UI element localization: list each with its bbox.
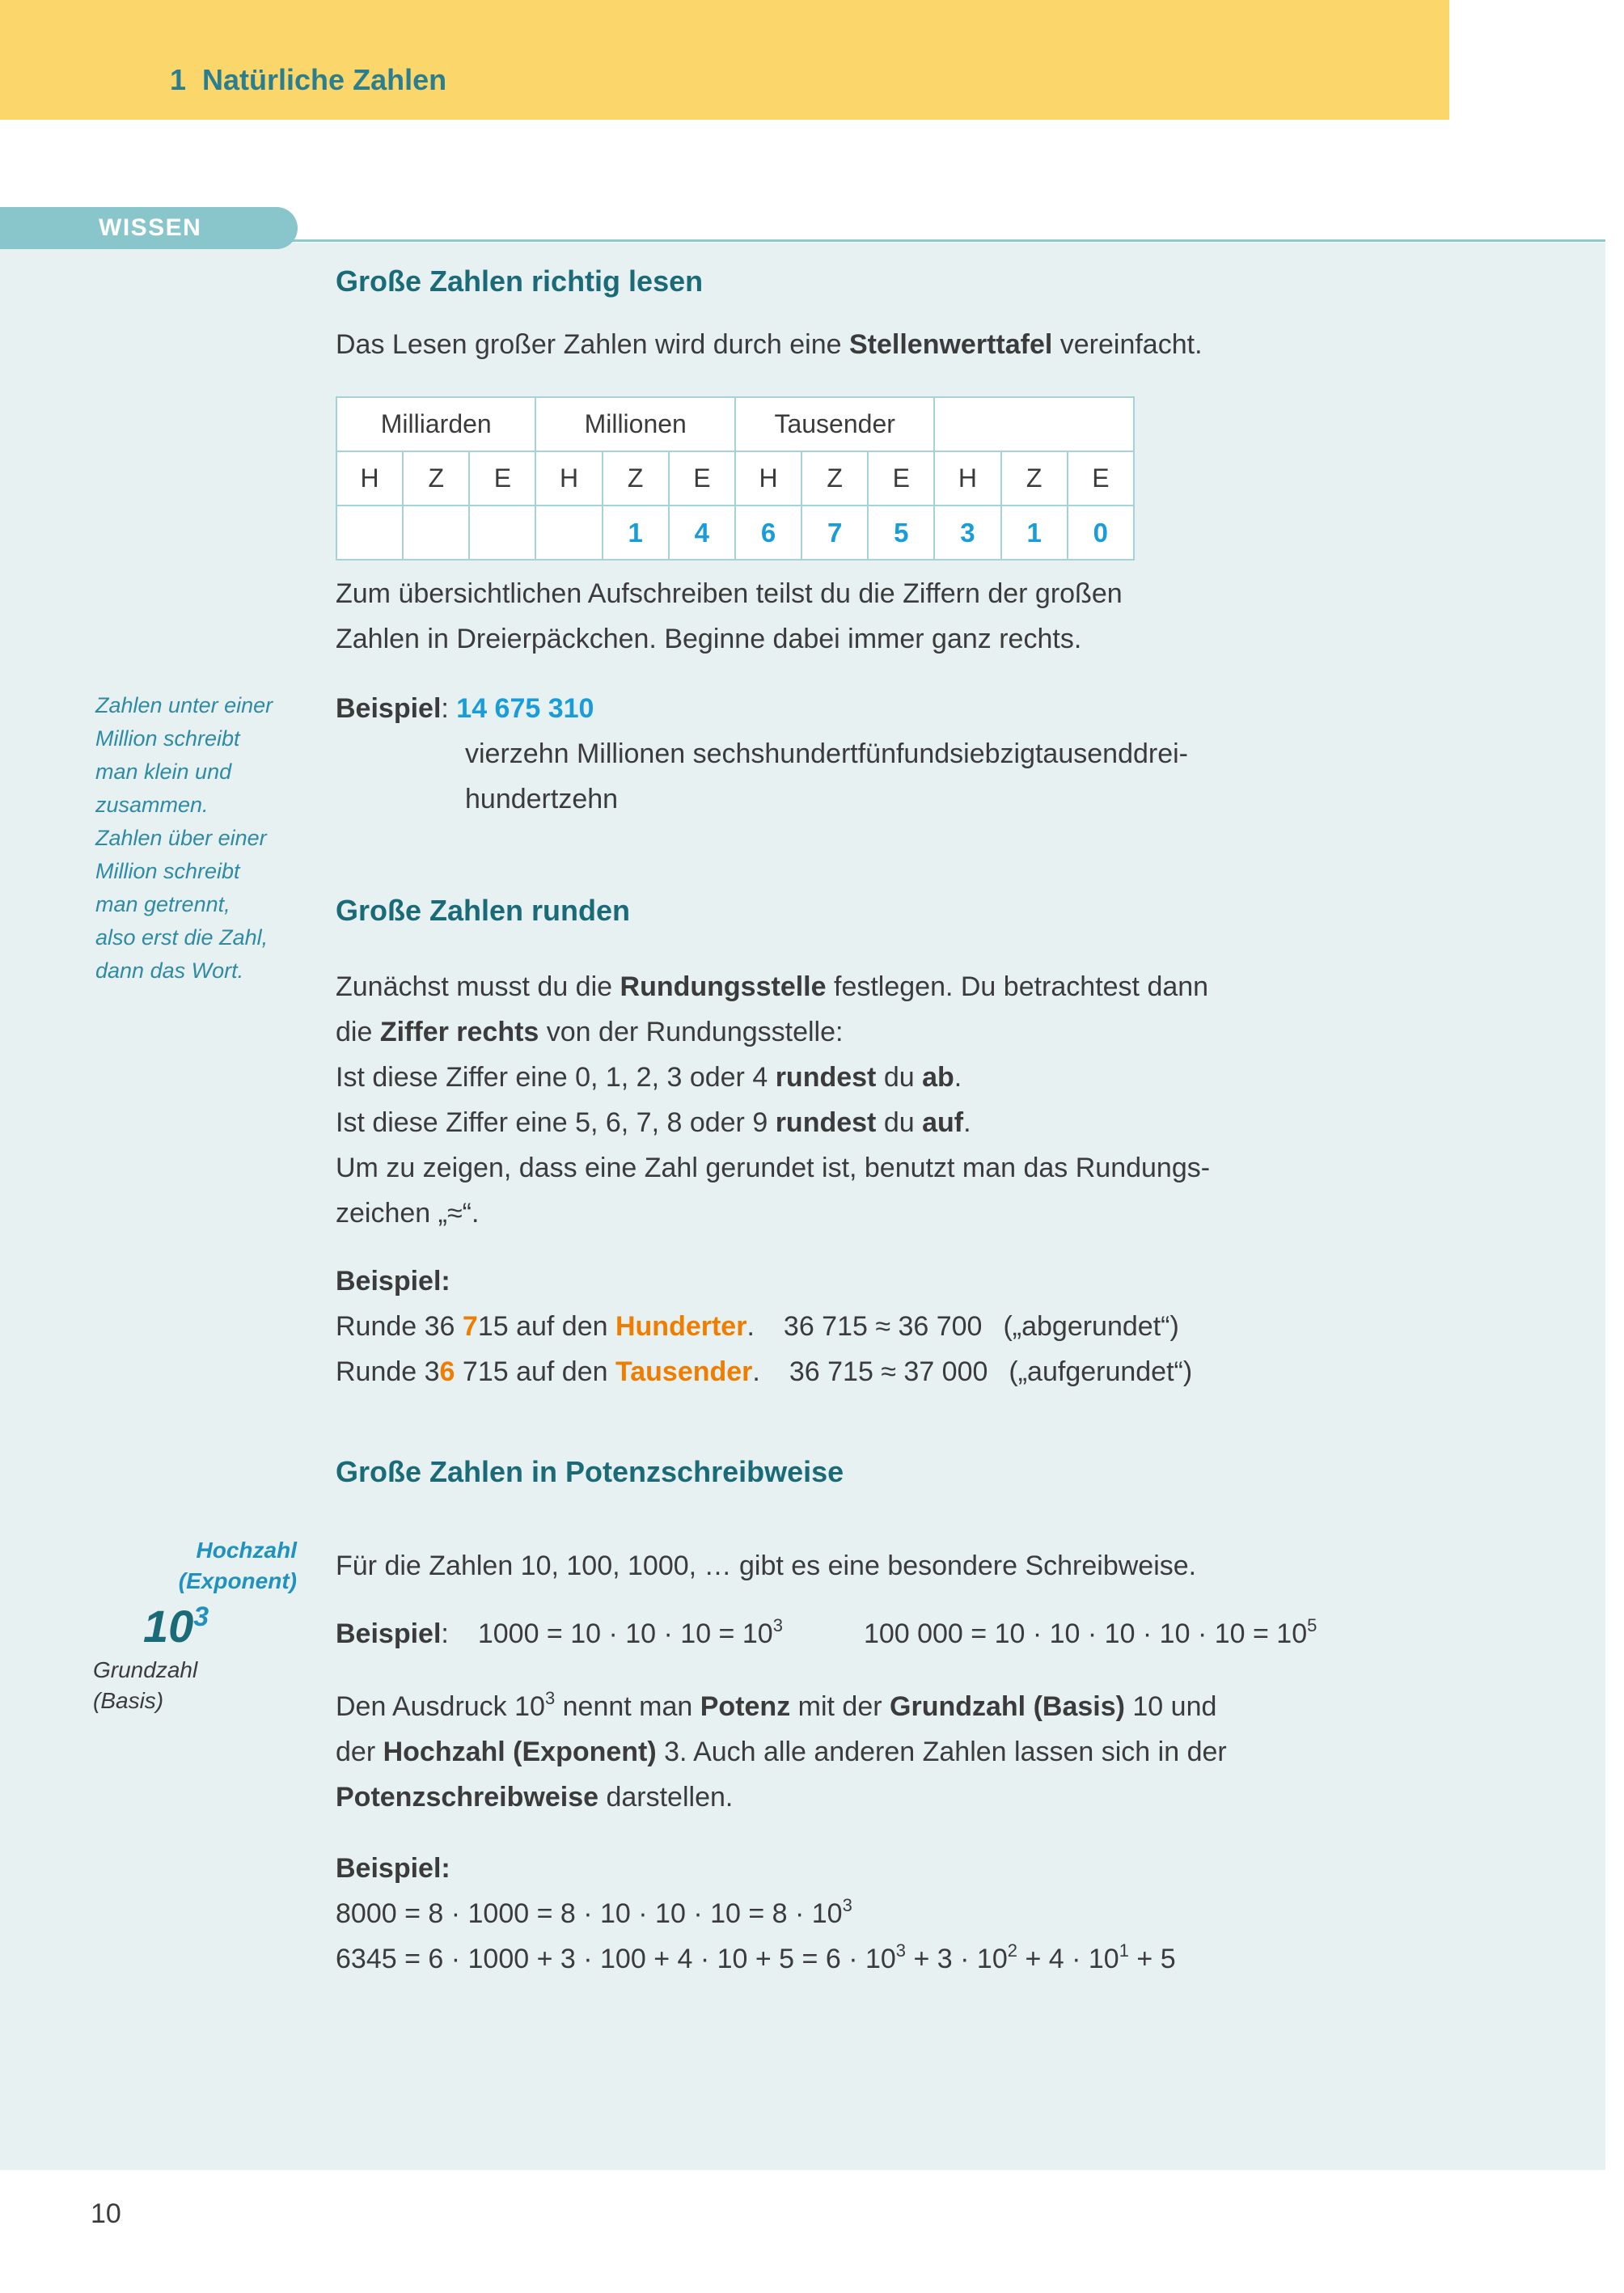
place-cell: E <box>1068 451 1134 506</box>
exponent: 5 <box>1307 1615 1317 1635</box>
margin-note-line: Million schreibt <box>95 726 240 751</box>
place-cell: H <box>735 451 801 506</box>
margin-note-number-words <box>95 689 315 988</box>
digit-cell <box>336 506 403 560</box>
digit-cell: 4 <box>669 506 735 560</box>
text-line <box>336 964 1210 1009</box>
place-cell: Z <box>1001 451 1068 506</box>
text-run: 10 und <box>1124 1691 1217 1722</box>
chapter-title: 1 Natürliche Zahlen <box>170 63 447 96</box>
exponent-callout-label-2: (Exponent) <box>178 1568 297 1593</box>
section-title-powers: Große Zahlen in Potenzschreibweise <box>336 1455 844 1488</box>
digit-cell <box>535 506 602 560</box>
text-run: . <box>746 1311 755 1342</box>
group-cell-milliarden: Milliarden <box>336 397 535 451</box>
text-run-bold: Stellenwerttafel <box>849 329 1053 360</box>
text-line <box>336 1729 1227 1775</box>
text-run: 715 auf den <box>455 1356 615 1387</box>
rounding-example-row <box>336 1304 1192 1349</box>
example-label: Beispiel <box>336 693 442 724</box>
digit-cell: 1 <box>603 506 669 560</box>
margin-note-line: Zahlen unter einer <box>95 693 273 717</box>
margin-note-line: also erst die Zahl, <box>95 925 269 950</box>
digit-cell: 3 <box>934 506 1000 560</box>
text-run-bold: Potenzschreibweise <box>336 1782 599 1813</box>
text-run: Das Lesen großer Zahlen wird durch eine <box>336 329 849 360</box>
rounding-result: 36 715 ≈ 36 700 <box>783 1311 983 1342</box>
text-run: : <box>441 693 457 724</box>
place-cell: H <box>934 451 1000 506</box>
wissen-badge <box>0 207 298 249</box>
text-line <box>336 1009 1210 1055</box>
text-run-bold: rundest <box>775 1062 877 1093</box>
text-line: Zahlen in Dreierpäckchen. Beginne dabei immer ganz rechts. <box>336 624 1082 654</box>
power-ten-cubed <box>143 1601 297 1652</box>
text-run-bold: ab <box>922 1062 954 1093</box>
table-place-row <box>336 451 1134 506</box>
example-number: 14 675 310 <box>456 693 594 724</box>
table-group-row <box>336 397 1134 451</box>
margin-note-line: man getrennt, <box>95 892 230 916</box>
text-run-bold: rundest <box>775 1107 877 1138</box>
page-number: 10 <box>91 2198 121 2229</box>
reading-tip <box>336 571 1123 662</box>
text-run: + 5 <box>1128 1944 1176 1974</box>
number-in-words-line: hundertzehn <box>465 784 619 814</box>
exponent-callout-label: Hochzahl <box>196 1538 297 1563</box>
text-run-bold: Ziffer rechts <box>379 1017 539 1047</box>
text-run: vereinfacht. <box>1052 329 1203 360</box>
text-run: festlegen. Du betrachtest dann <box>826 971 1209 1002</box>
text-run: du <box>876 1062 923 1093</box>
wissen-badge-label: WISSEN <box>99 214 202 241</box>
margin-note-line: dann das Wort. <box>95 958 244 983</box>
text-run: darstellen. <box>598 1782 734 1813</box>
rounding-remark: („aufgerundet“) <box>1009 1356 1193 1387</box>
text-line <box>336 1775 1227 1820</box>
text-run: Ist diese Ziffer eine 5, 6, 7, 8 oder 9 <box>336 1107 776 1138</box>
exponent: 3 <box>842 1895 852 1915</box>
section-title-reading: Große Zahlen richtig lesen <box>336 264 704 298</box>
base-callout-label: Grundzahl <box>93 1657 198 1682</box>
power-equation-line <box>336 1891 1176 1936</box>
text-line <box>336 1100 1210 1145</box>
rounding-target: Hunderter <box>615 1311 747 1342</box>
text-run: 3. Auch alle anderen Zahlen lassen sich in der <box>656 1737 1227 1767</box>
example-label: Beispiel: <box>336 1266 450 1297</box>
rounding-example-row <box>336 1349 1192 1394</box>
margin-note-line: Zahlen über einer <box>95 826 267 850</box>
text-line <box>336 1684 1227 1729</box>
highlighted-digit: 7 <box>462 1311 478 1342</box>
text-run: : <box>441 1618 449 1649</box>
text-run: . <box>963 1107 971 1138</box>
rounding-remark: („abgerundet“) <box>1003 1311 1179 1342</box>
digit-cell: 0 <box>1068 506 1134 560</box>
margin-figure-power <box>93 1535 297 1716</box>
text-run: Runde 36 <box>336 1311 463 1342</box>
text-run: von der Rundungsstelle: <box>539 1017 844 1047</box>
place-cell: E <box>868 451 934 506</box>
place-cell: Z <box>801 451 868 506</box>
rounding-paragraph <box>336 964 1210 1236</box>
exponent: 3 <box>544 1688 556 1708</box>
powers-example1 <box>336 1611 1317 1656</box>
text-run: Runde 3 <box>336 1356 440 1387</box>
text-run: + 4 · 10 <box>1017 1944 1119 1974</box>
text-line: Zum übersichtlichen Aufschreiben teilst du die Ziffern der großen <box>336 578 1123 609</box>
text-run: mit der <box>790 1691 890 1722</box>
power-equation <box>863 1615 1317 1649</box>
text-run: die <box>336 1017 380 1047</box>
group-cell-millionen: Millionen <box>535 397 734 451</box>
text-run: 8000 = 8 · 1000 = 8 · 10 · 10 · 10 = 8 · 10 <box>336 1898 843 1929</box>
example-label: Beispiel: <box>336 1853 450 1884</box>
example-label: Beispiel <box>336 1618 442 1649</box>
text-run: 100 000 = 10 · 10 · 10 · 10 · 10 = 10 <box>863 1618 1308 1649</box>
exponent: 1 <box>1119 1940 1129 1961</box>
rounding-example <box>336 1259 1192 1394</box>
text-run: . <box>954 1062 962 1093</box>
reading-example <box>336 686 1188 822</box>
place-cell: H <box>336 451 403 506</box>
reading-intro <box>336 322 1203 367</box>
digit-cell <box>403 506 469 560</box>
number-in-words-line: vierzehn Millionen sechshundertfünfundsiebzigtausenddrei- <box>465 738 1188 769</box>
text-run-bold: auf <box>922 1107 964 1138</box>
digit-cell: 1 <box>1001 506 1068 560</box>
group-cell-einer <box>934 397 1134 451</box>
text-line: Um zu zeigen, dass eine Zahl gerundet ist, benutzt man das Rundungs- <box>336 1153 1211 1183</box>
text-run-bold: Potenz <box>700 1691 791 1722</box>
chapter-header-band <box>0 0 1449 120</box>
text-line <box>336 1055 1210 1100</box>
place-value-table <box>336 396 1135 561</box>
base-callout-label-2: (Basis) <box>93 1688 164 1713</box>
power-equation-line <box>336 1936 1176 1982</box>
digit-cell <box>469 506 535 560</box>
powers-intro: Für die Zahlen 10, 100, 1000, … gibt es eine besondere Schreibweise. <box>336 1551 1197 1581</box>
highlighted-digit: 6 <box>439 1356 455 1387</box>
text-run: Den Ausdruck 10 <box>336 1691 545 1722</box>
text-run: Zunächst musst du die <box>336 971 620 1002</box>
margin-note-line: Million schreibt <box>95 859 240 883</box>
section-title-rounding: Große Zahlen runden <box>336 894 631 927</box>
text-line: zeichen „≈“. <box>336 1198 480 1229</box>
exponent: 3 <box>772 1615 783 1635</box>
powers-paragraph <box>336 1684 1227 1820</box>
text-run: 6345 = 6 · 1000 + 3 · 100 + 4 · 10 + 5 = 6 · 10 <box>336 1944 896 1974</box>
text-run: + 3 · 10 <box>906 1944 1008 1974</box>
place-cell: E <box>469 451 535 506</box>
text-run: 15 auf den <box>477 1311 615 1342</box>
digit-cell: 6 <box>735 506 801 560</box>
digit-cell: 7 <box>801 506 868 560</box>
text-run-bold: Rundungsstelle <box>620 971 827 1002</box>
place-cell: H <box>535 451 602 506</box>
power-base-number: 10 <box>143 1601 194 1652</box>
digit-cell: 5 <box>868 506 934 560</box>
text-run: der <box>336 1737 383 1767</box>
text-run: 1000 = 10 · 10 · 10 = 10 <box>477 1618 773 1649</box>
powers-example2 <box>336 1846 1176 1982</box>
margin-note-line: zusammen. <box>95 793 209 817</box>
text-run: nennt man <box>555 1691 700 1722</box>
exponent: 3 <box>895 1940 907 1961</box>
power-equation <box>477 1615 783 1649</box>
rounding-result: 36 715 ≈ 37 000 <box>789 1356 988 1387</box>
margin-note-line: man klein und <box>95 759 232 784</box>
example-heading-line <box>336 686 1188 731</box>
power-exponent-number: 3 <box>193 1601 209 1632</box>
place-cell: Z <box>603 451 669 506</box>
rounding-target: Tausender <box>615 1356 753 1387</box>
place-cell: E <box>669 451 735 506</box>
group-cell-tausender: Tausender <box>735 397 934 451</box>
text-run: Ist diese Ziffer eine 0, 1, 2, 3 oder 4 <box>336 1062 776 1093</box>
place-cell: Z <box>403 451 469 506</box>
exponent: 2 <box>1007 1940 1017 1961</box>
text-run-bold: Grundzahl (Basis) <box>890 1691 1125 1722</box>
text-run: du <box>876 1107 923 1138</box>
text-run-bold: Hochzahl (Exponent) <box>383 1737 657 1767</box>
table-digit-row <box>336 506 1134 560</box>
text-run: . <box>752 1356 760 1387</box>
